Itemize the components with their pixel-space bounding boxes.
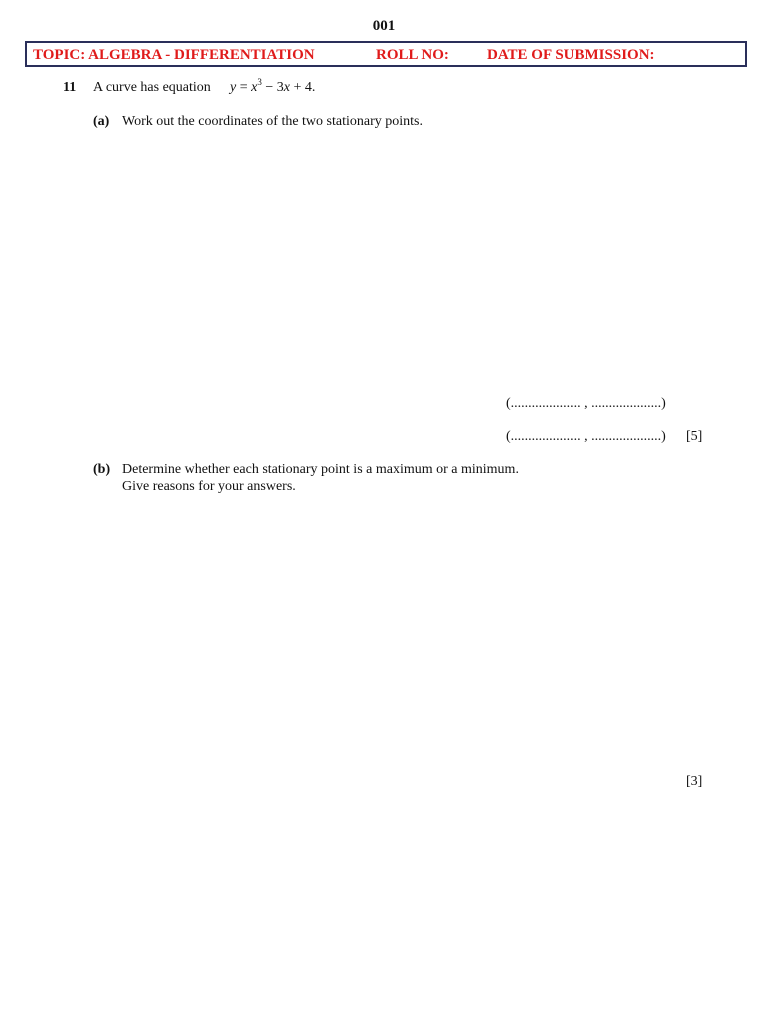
part-b-text-line-1: Determine whether each stationary point is a maximum or a minimum. [122, 462, 519, 477]
equation-x: x [251, 80, 258, 95]
part-a-text: Work out the coordinates of the two stationary points. [122, 114, 423, 129]
equation-equals: = [236, 80, 252, 95]
part-b-marks: [3] [686, 774, 703, 789]
part-a-label: (a) [93, 114, 110, 129]
question-stem: A curve has equation [93, 80, 211, 95]
equation-x-linear: x [283, 80, 290, 95]
part-a-answer-line-1: (.................... , ....................) [506, 396, 666, 411]
header-roll-no: ROLL NO: [376, 47, 449, 63]
equation-constant: + 4. [289, 80, 316, 95]
page-number: 001 [372, 18, 396, 34]
part-b-label: (b) [93, 462, 111, 477]
part-a-answer-line-2: (.................... , ....................) [506, 429, 666, 444]
equation-minus-term: − 3 [261, 80, 284, 95]
curve-equation [230, 77, 316, 96]
header-date-of-submission: DATE OF SUBMISSION: [487, 47, 655, 63]
question-number: 11 [63, 80, 77, 95]
header-topic: TOPIC: ALGEBRA - DIFFERENTIATION [33, 47, 315, 63]
equation-power: 3 [257, 77, 262, 87]
header-box [25, 41, 747, 67]
equation-y: y [230, 80, 237, 95]
part-b-text-line-2: Give reasons for your answers. [122, 479, 296, 494]
part-a-marks: [5] [686, 429, 703, 444]
